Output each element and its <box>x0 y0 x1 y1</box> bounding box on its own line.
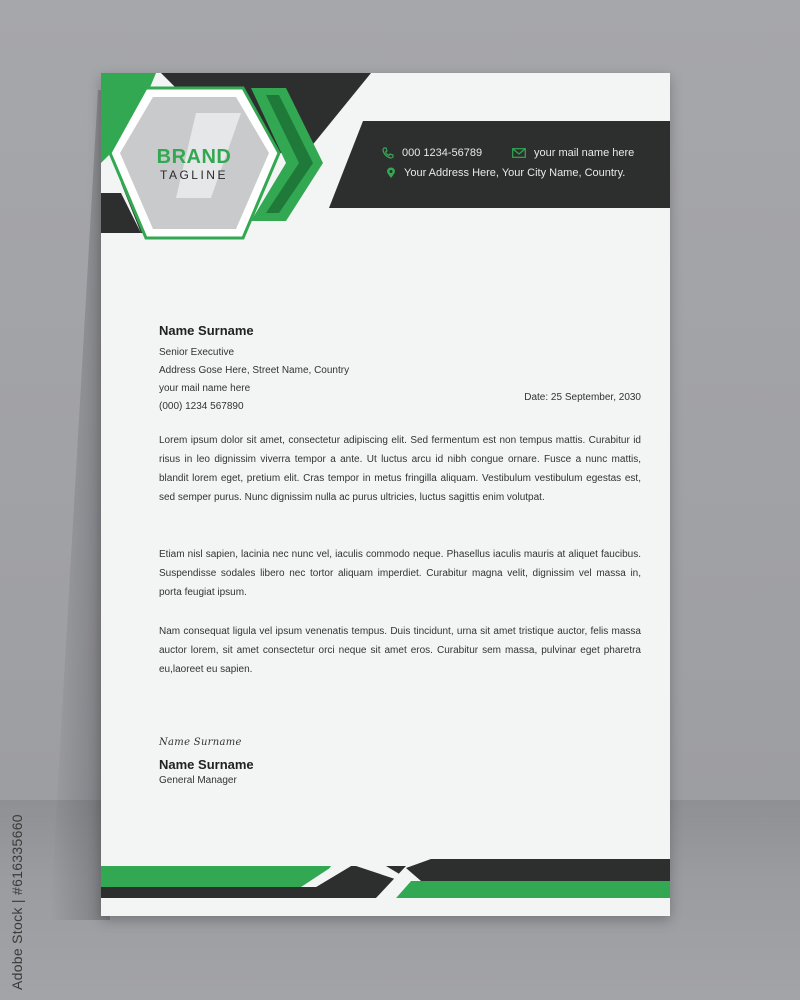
envelope-icon <box>512 148 526 158</box>
body-paragraph: Etiam nisl sapien, lacinia nec nunc vel, iaculis commodo neque. Phasellus iaculis mauris at aliquet faucibus. Suspendisse sodales libero nec tortor aliquam imperdiet. Curabitur magna velit, dignissim vel massa in, porta feugiat ipsum. <box>159 549 641 598</box>
phone-icon <box>382 147 394 159</box>
header-phone <box>382 147 482 159</box>
sender-title: Senior Executive <box>159 347 235 358</box>
header-address <box>386 167 625 179</box>
closing-name: Name Surname <box>159 757 254 772</box>
footer-graphic <box>101 856 670 916</box>
letterhead-page <box>101 73 670 916</box>
header-phone-text: 000 1234-56789 <box>402 147 483 159</box>
sender-address: Address Gose Here, Street Name, Country <box>159 365 350 376</box>
footer-dark-right <box>406 859 670 881</box>
letter-date: Date: 25 September, 2030 <box>524 392 641 403</box>
body-paragraph: Nam consequat ligula vel ipsum venenatis tempus. Duis tincidunt, urna sit amet tristique auctor, felis massa auctor lorem, sit amet consectetur orci neque sit amet eros. Curabitur sem massa, pulvinar eget pharetra eu,laoreet eu sapien. <box>159 626 641 675</box>
header-address-text: Your Address Here, Your City Name, Country. <box>404 167 626 179</box>
footer-green-left <box>101 866 331 887</box>
body-paragraph: Lorem ipsum dolor sit amet, consectetur adipiscing elit. Sed fermentum est non tempus mattis. Curabitur id risus in leo dignissim viverra tempor a ante. Ut luctus arcu id nibh congue ornare. Fusce a nunc mattis, blandit lorem eget, pretium elit. Cras tempor in metus fringilla aliquam. Vestibulum vestibulum egestas est, sed semper purus. Nunc dignissim nulla ac purus ultricies, luctus sagittis enim volutpat. <box>159 435 641 503</box>
sender-block <box>159 323 349 416</box>
brand-tagline: TAGLINE <box>160 168 228 182</box>
header-email-text: your mail name here <box>534 147 635 159</box>
header-dark-band <box>329 121 670 208</box>
stock-watermark-label: Adobe Stock | #616335660 <box>9 814 25 990</box>
sender-phone: (000) 1234 567890 <box>159 401 244 412</box>
sender-email: your mail name here <box>159 383 251 394</box>
header-email <box>512 147 634 159</box>
closing-title: General Manager <box>159 775 237 786</box>
location-pin-icon <box>386 167 396 179</box>
footer-green-right <box>396 881 670 898</box>
brand-name: BRAND <box>156 146 232 168</box>
handwritten-signature: Name Surname <box>159 737 242 748</box>
sender-name: Name Surname <box>159 323 254 338</box>
